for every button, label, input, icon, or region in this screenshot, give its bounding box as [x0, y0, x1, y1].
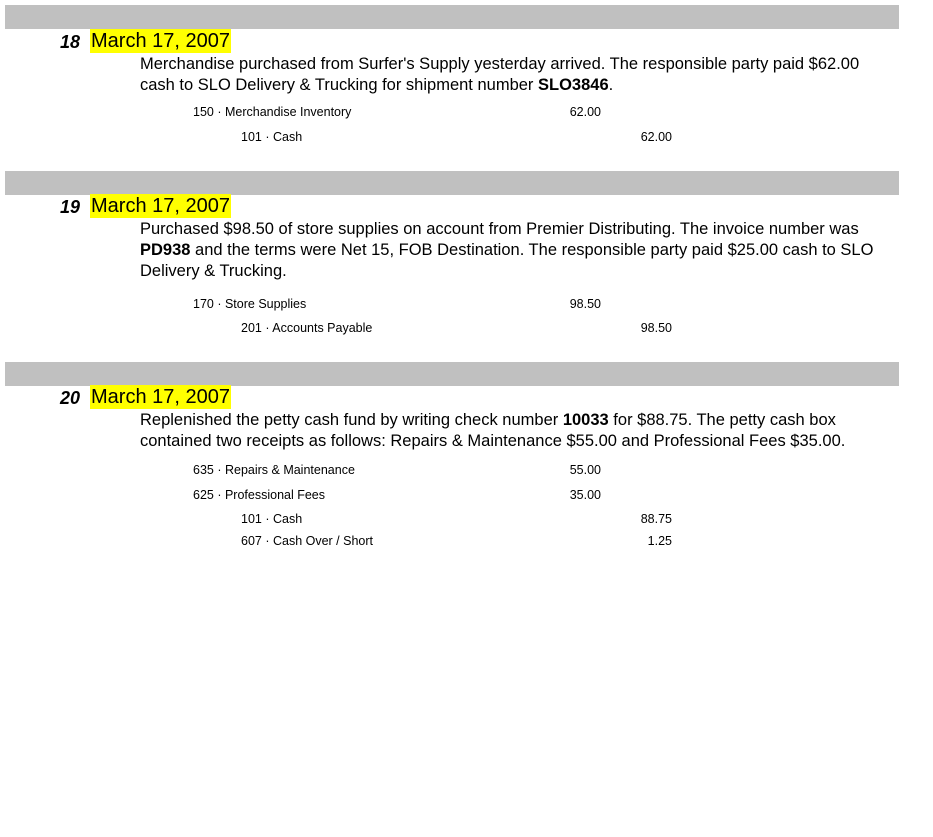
credit-amount: 62.00: [640, 130, 672, 144]
entry-description: Purchased $98.50 of store supplies on account from Premier Distributing. The invoice number was PD938 and the terms were Net 15, FOB Destination. The responsible party paid $25.00 cash to SLO Delivery & Trucking.: [140, 220, 874, 280]
debit-amount: 98.50: [569, 297, 601, 311]
entry-date: March 17, 2007: [91, 30, 230, 52]
entry-separator-bar: [5, 5, 899, 29]
debit-account: 150 · Merchandise Inventory: [193, 105, 352, 119]
check-number: 10033: [562, 411, 609, 429]
debit-account: 635 · Repairs & Maintenance: [193, 463, 355, 477]
credit-account: 201 · Accounts Payable: [241, 321, 373, 335]
entry-description: Replenished the petty cash fund by writing check number 10033 for $88.75. The petty cash box contained two receipts as follows: Repairs & Maintenance $55.00 and Professional Fees $35.00.: [140, 411, 846, 450]
debit-amount: 35.00: [569, 488, 601, 502]
entry-description: Merchandise purchased from Surfer's Supply yesterday arrived. The responsible party paid $62.00 cash to SLO Delivery & Trucking for shipment number SLO3846.: [140, 55, 860, 94]
shipment-number: SLO3846: [538, 76, 609, 94]
entry-separator-bar: [5, 171, 899, 195]
entry-number: 18: [60, 32, 81, 52]
entry-number: 19: [60, 197, 81, 217]
credit-account: 607 · Cash Over / Short: [241, 534, 374, 548]
debit-account: 170 · Store Supplies: [193, 297, 307, 311]
entry-date: March 17, 2007: [91, 195, 230, 217]
debit-amount: 55.00: [569, 463, 601, 477]
entry-separator-bar: [5, 362, 899, 386]
debit-account: 625 · Professional Fees: [193, 488, 326, 502]
credit-amount: 1.25: [647, 534, 672, 548]
credit-amount: 98.50: [640, 321, 672, 335]
credit-amount: 88.75: [640, 512, 672, 526]
invoice-number: PD938: [140, 241, 191, 259]
entry-date: March 17, 2007: [91, 386, 230, 408]
entry-number: 20: [60, 388, 81, 408]
credit-account: 101 · Cash: [241, 130, 303, 144]
debit-amount: 62.00: [569, 105, 601, 119]
credit-account: 101 · Cash: [241, 512, 303, 526]
